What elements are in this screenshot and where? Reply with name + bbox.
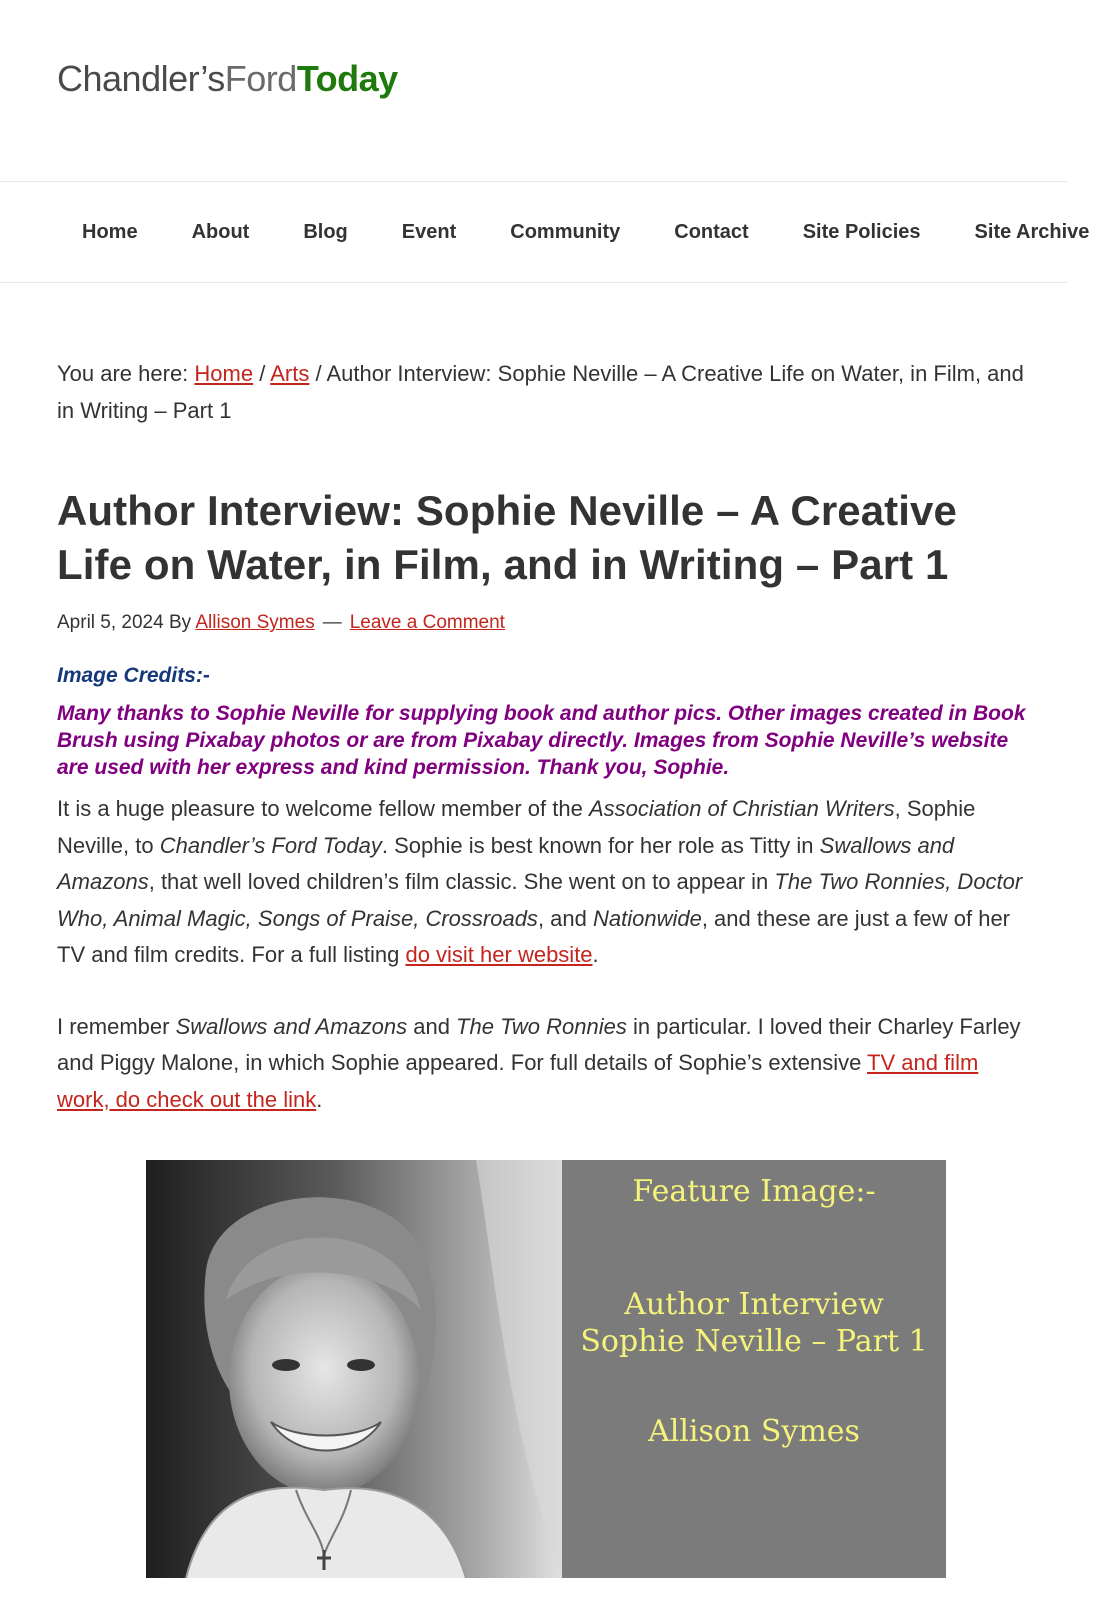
text-run-italic: Association of Christian Writers [588,796,895,821]
leave-comment-link[interactable]: Leave a Comment [349,612,505,633]
nav-item-site-policies[interactable]: Site Policies [802,220,921,243]
text-run: , Sophie Neville, to [57,796,976,858]
nav-item-about[interactable]: About [191,220,250,243]
feature-text-panel [562,1160,946,1578]
breadcrumb-separator: / [253,361,271,386]
main-content [57,355,1032,1153]
breadcrumb-current: Author Interview: Sophie Neville – A Creative Life on Water, in Film, and in Writing – Part 1 [57,361,1024,423]
nav-item-community[interactable]: Community [510,220,621,243]
image-credits-heading: Image Credits:- [57,664,210,687]
post-date: April 5, 2024 [57,612,164,633]
site-header [0,0,1067,180]
nav-menu [55,182,1116,282]
text-run: . Sophie is best known for her role as Titty in [381,832,820,858]
text-run: and [407,1013,457,1039]
by-label: By [163,612,196,633]
text-run-italic: The Two Ronnies, Doctor Who, Animal Magic, Songs of Praise, Crossroads [57,869,1023,931]
breadcrumb-home-link[interactable]: Home [194,361,254,386]
intro-paragraph [57,791,1032,974]
text-run: , and these are just a few of her TV and film credits. For a full listing [57,905,1011,967]
text-run: , that well loved children’s film classic. She went on to appear in [148,869,775,894]
nav-item-home[interactable]: Home [82,220,138,243]
breadcrumb [57,355,1032,429]
text-run-italic: Chandler’s Ford Today [159,832,382,858]
site-logo[interactable] [57,58,398,100]
nav-item-contact[interactable]: Contact [674,220,749,243]
main-navigation [0,181,1090,283]
feature-label: Feature Image:- [632,1174,876,1209]
logo-ford: Ford [224,58,297,99]
text-run-italic: The Two Ronnies [456,1013,627,1039]
entry-meta [57,612,1032,634]
image-credits-text: Many thanks to Sophie Neville for supplying book and author pics. Other images created in Book Brush using Pixabay photos or are from Pixabay directly. Images from Sophie Neville’s website are used with her express and kind permission. Thank you, Sophie. [57,702,1026,779]
article-title: Author Interview: Sophie Neville – A Creative Life on Water, in Film, and in Writing – Part 1 [57,487,957,588]
tv-film-work-link[interactable]: TV and film work, do check out the link [57,1050,979,1112]
author-photo [146,1160,562,1578]
nav-item-blog[interactable]: Blog [303,220,348,243]
text-run: It is a huge pleasure to welcome fellow member of the [57,796,589,821]
feature-title-line2: Sophie Neville – Part 1 [580,1324,928,1359]
breadcrumb-prefix: You are here: [57,361,195,386]
text-run-italic: Swallows and Amazons [57,832,955,894]
text-run: . [316,1086,323,1112]
second-paragraph [57,1009,1032,1119]
nav-item-event[interactable]: Event [401,220,457,243]
author-portrait-illustration [146,1160,562,1578]
author-link[interactable]: Allison Symes [195,612,315,633]
text-run: in particular. I loved their Charley Farley and Piggy Malone, in which Sophie appeared. For full details of Sophie’s extensive [57,1013,1021,1075]
text-run: I remember [57,1013,176,1039]
feature-title [562,1286,946,1360]
text-run: . [592,942,599,967]
text-run: , and [537,905,593,931]
breadcrumb-arts-link[interactable]: Arts [270,361,310,386]
logo-chandlers: Chandler’s [57,58,225,99]
logo-today: Today [296,58,398,99]
meta-separator: — [322,612,342,633]
breadcrumb-separator: / [309,361,327,386]
visit-website-link[interactable]: do visit her website [405,942,593,967]
nav-item-site-archive[interactable]: Site Archive [974,220,1090,243]
text-run-italic: Swallows and Amazons [175,1013,408,1039]
feature-title-line1: Author Interview [624,1287,884,1322]
feature-image [146,1160,946,1578]
text-run-italic: Nationwide [592,905,702,931]
feature-author: Allison Symes [648,1414,860,1449]
